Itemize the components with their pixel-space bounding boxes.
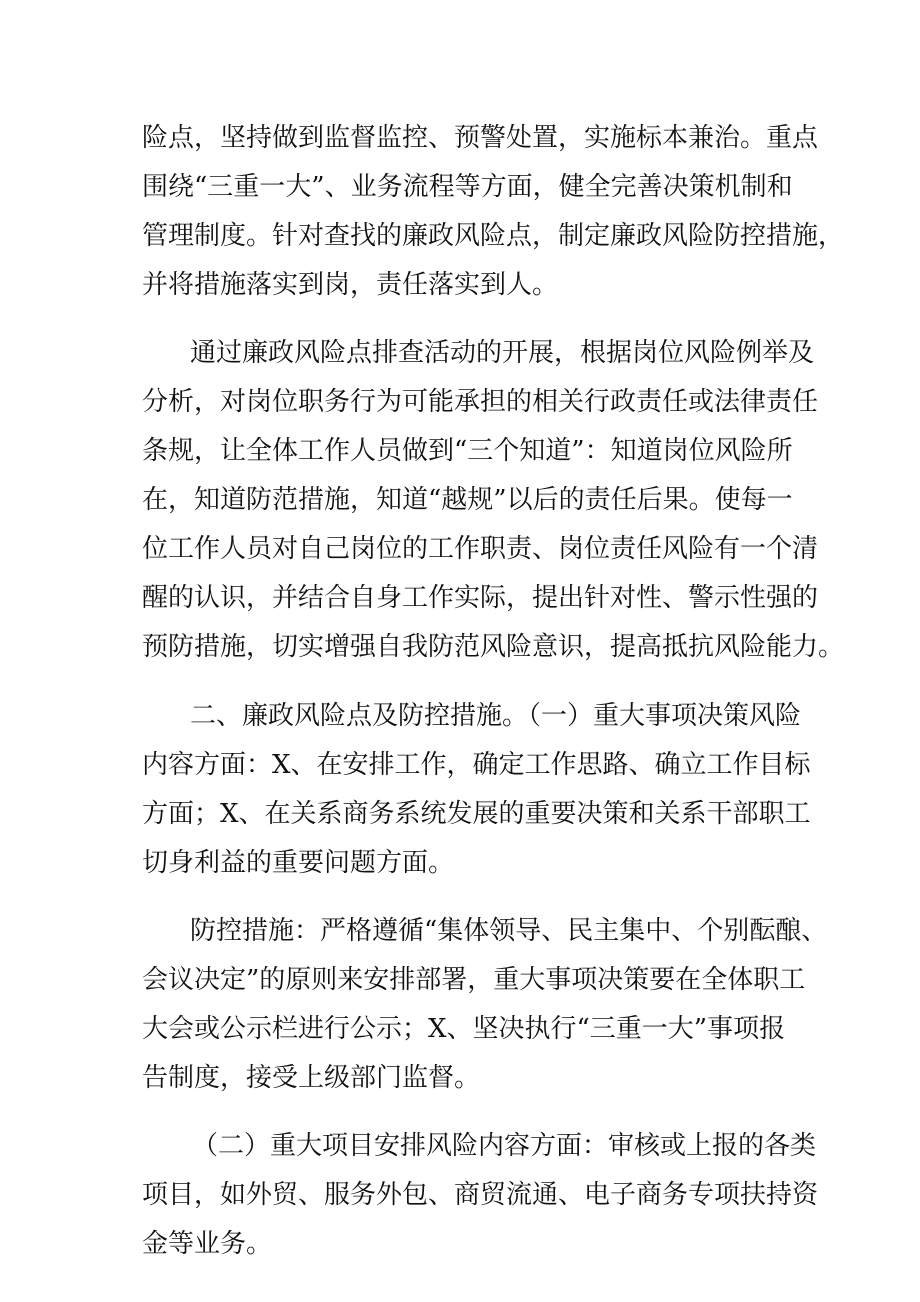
text-line: （二）重大项目安排风险内容方面：审核或上报的各类: [192, 1131, 817, 1161]
text-line: 分析，对岗位职务行为可能承担的相关行政责任或法律责任: [142, 387, 819, 417]
text-line: 金等业务。: [142, 1229, 273, 1259]
text-line: 围绕“三重一大”、业务流程等方面，健全完善决策机制和: [142, 172, 793, 202]
text-line: 在，知道防范措施，知道“越规”以后的责任后果。使每一: [142, 485, 793, 515]
text-line: 告制度，接受上级部门监督。: [142, 1063, 481, 1093]
text-line: 大会或公示栏进行公示；X、坚决执行“三重一大”事项报: [142, 1014, 786, 1044]
text-line: 防控措施：严格遵循“集体领导、民主集中、个别酝酿、: [190, 916, 828, 946]
text-line: 项目，如外贸、服务外包、商贸流通、电子商务专项扶持资: [142, 1180, 819, 1210]
text-line: 切身利益的重要问题方面。: [142, 848, 455, 878]
text-line: 险点，坚持做到监督监控、预警处置，实施标本兼治。重点: [142, 123, 819, 153]
text-line: 位工作人员对自己岗位的工作职责、岗位责任风险有一个清: [142, 534, 819, 564]
text-line: 会议决定”的原则来安排部署，重大事项决策要在全体职工: [142, 965, 806, 995]
text-line: 管理制度。针对查找的廉政风险点，制定廉政风险防控措施，: [142, 221, 845, 251]
text-line: 二、廉政风险点及防控措施。（一）重大事项决策风险: [190, 701, 802, 731]
text-line: 并将措施落实到岗，责任落实到人。: [142, 270, 559, 300]
text-line: 预防措施，切实增强自我防范风险意识，提高抵抗风险能力。: [142, 632, 845, 662]
text-line: 通过廉政风险点排查活动的开展，根据岗位风险例举及: [190, 338, 815, 368]
text-line: 条规，让全体工作人员做到“三个知道”：知道岗位风险所: [142, 436, 793, 466]
text-line: 醒的认识，并结合自身工作实际，提出针对性、警示性强的: [142, 583, 819, 613]
text-line: 内容方面：X、在安排工作，确定工作思路、确立工作目标: [142, 750, 811, 780]
text-line: 方面；X、在关系商务系统发展的重要决策和关系干部职工: [142, 799, 811, 829]
